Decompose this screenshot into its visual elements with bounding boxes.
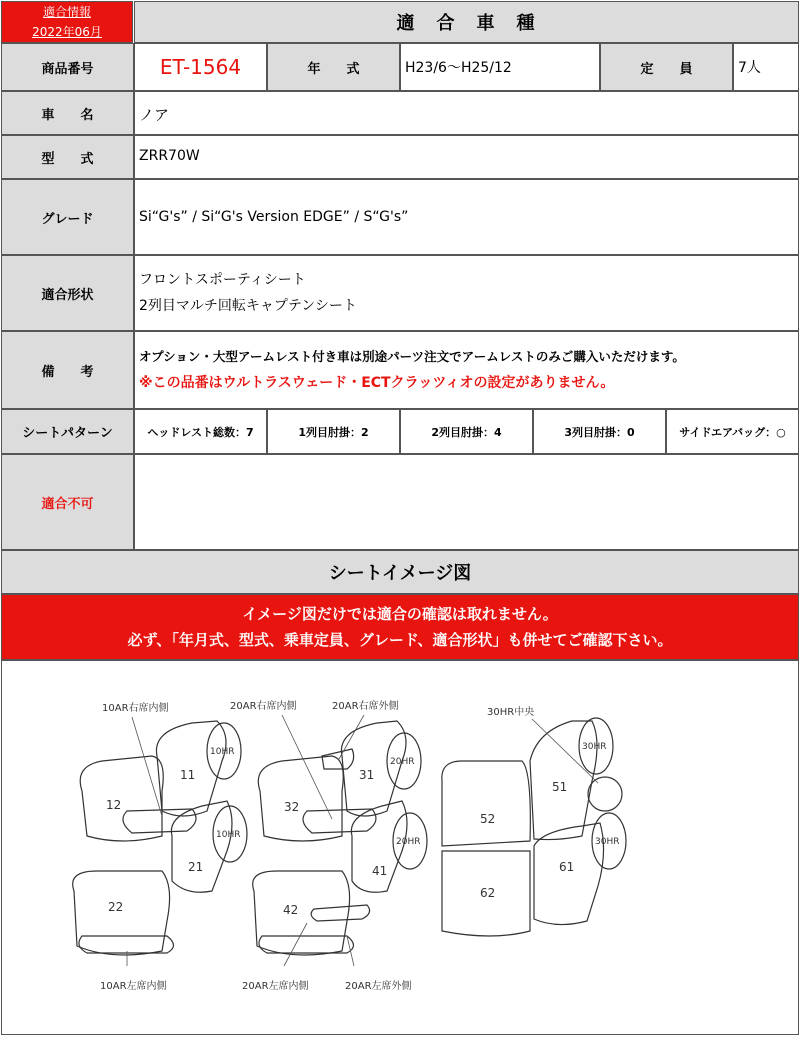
- fit-shape-label: 適合形状: [1, 255, 134, 331]
- row3-armrest: 3列目肘掛：0: [533, 409, 666, 454]
- fit-shape-value: [134, 255, 799, 331]
- row2-armrest: 2列目肘掛：4: [400, 409, 533, 454]
- year-value: H23/6〜H25/12: [400, 43, 600, 91]
- page-title: 適 合 車 種: [134, 1, 799, 43]
- not-fit-label: 適合不可: [1, 454, 134, 550]
- vehicle-name-value: ノア: [134, 91, 799, 135]
- model-label: 型 式: [1, 135, 134, 179]
- part-30hr-b: 30HR: [595, 837, 620, 847]
- part-42: 42: [283, 903, 299, 917]
- part-22: 22: [108, 900, 124, 914]
- seat-diagram: [1, 660, 799, 1035]
- badge-date: 2022年06月: [32, 25, 102, 39]
- armrest-20-left-outer: [311, 905, 369, 921]
- product-no-value: ET-1564: [134, 43, 267, 91]
- grade-label: グレード: [1, 179, 134, 255]
- not-fit-value: [134, 454, 799, 550]
- remarks-value: [134, 331, 799, 409]
- remarks-label: 備 考: [1, 331, 134, 409]
- capacity-value: 7人: [733, 43, 799, 91]
- part-20hr-b: 20HR: [396, 837, 421, 847]
- grade-value: Si“G's” / Si“G's Version EDGE” / S“G's”: [134, 179, 799, 255]
- remarks-line2: ※この品番はウルトラスウェード・ECTクラッツィオの設定がありません。: [139, 375, 615, 391]
- part-10hr-a: 10HR: [210, 747, 235, 757]
- armrest-10-left: [79, 936, 174, 953]
- part-20hr-a: 20HR: [390, 757, 415, 767]
- notice-line1: イメージ図だけでは適合の確認は取れません。: [242, 605, 558, 623]
- seat-pattern-label: シートパターン: [1, 409, 134, 454]
- product-no-label: 商品番号: [1, 43, 134, 91]
- row1-armrest: 1列目肘掛：2: [267, 409, 400, 454]
- part-21: 21: [188, 860, 204, 874]
- label-20ar-right-inner: 20AR右席内側: [230, 701, 297, 712]
- part-30hr-a: 30HR: [582, 742, 607, 752]
- headrest-30hr-center: [588, 777, 622, 811]
- notice-banner: [1, 594, 799, 660]
- part-61: 61: [559, 860, 575, 874]
- seat-52-shape: [442, 761, 530, 846]
- seat-12-shape: [80, 756, 163, 841]
- year-label: 年 式: [267, 43, 400, 91]
- fit-shape-line1: フロントスポーティシート: [139, 272, 306, 288]
- label-10ar-left-inner: 10AR左席内側: [100, 981, 167, 992]
- part-41: 41: [372, 864, 388, 878]
- label-20ar-left-inner: 20AR左席内側: [242, 981, 309, 992]
- badge-title: 適合情報: [42, 5, 91, 19]
- fit-shape-line2: 2列目マルチ回転キャプテンシート: [139, 298, 357, 314]
- label-20ar-left-outer: 20AR左席外側: [345, 981, 412, 992]
- part-32: 32: [284, 800, 300, 814]
- part-31: 31: [359, 768, 375, 782]
- model-value: ZRR70W: [134, 135, 799, 179]
- seat-42-shape: [253, 871, 350, 955]
- side-airbag: サイドエアバッグ：○: [666, 409, 799, 454]
- part-10hr-b: 10HR: [216, 830, 241, 840]
- armrest-20-left-inner: [259, 936, 354, 953]
- notice-line2: 必ず、「年月式、型式、乗車定員、グレード、適合形状」も併せてご確認下さい。: [127, 631, 673, 649]
- headrest-total: ヘッドレスト総数：7: [134, 409, 267, 454]
- compat-info-badge: [1, 1, 133, 43]
- part-11: 11: [180, 768, 196, 782]
- label-30hr-center: 30HR中央: [487, 707, 535, 718]
- part-52: 52: [480, 812, 496, 826]
- part-12: 12: [106, 798, 122, 812]
- seat-image-title: シートイメージ図: [1, 550, 799, 594]
- part-62: 62: [480, 886, 496, 900]
- remarks-line1: オプション・大型アームレスト付き車は別途パーツ注文でアームレストのみご購入いただけます。: [139, 349, 685, 364]
- capacity-label: 定 員: [600, 43, 733, 91]
- seat-21-shape: [171, 801, 232, 892]
- seat-diagram-svg: [2, 661, 798, 1034]
- vehicle-name-label: 車 名: [1, 91, 134, 135]
- label-20ar-right-outer: 20AR右席外側: [332, 701, 399, 712]
- label-10ar-right-inner: 10AR右席内側: [102, 703, 169, 714]
- part-51: 51: [552, 780, 568, 794]
